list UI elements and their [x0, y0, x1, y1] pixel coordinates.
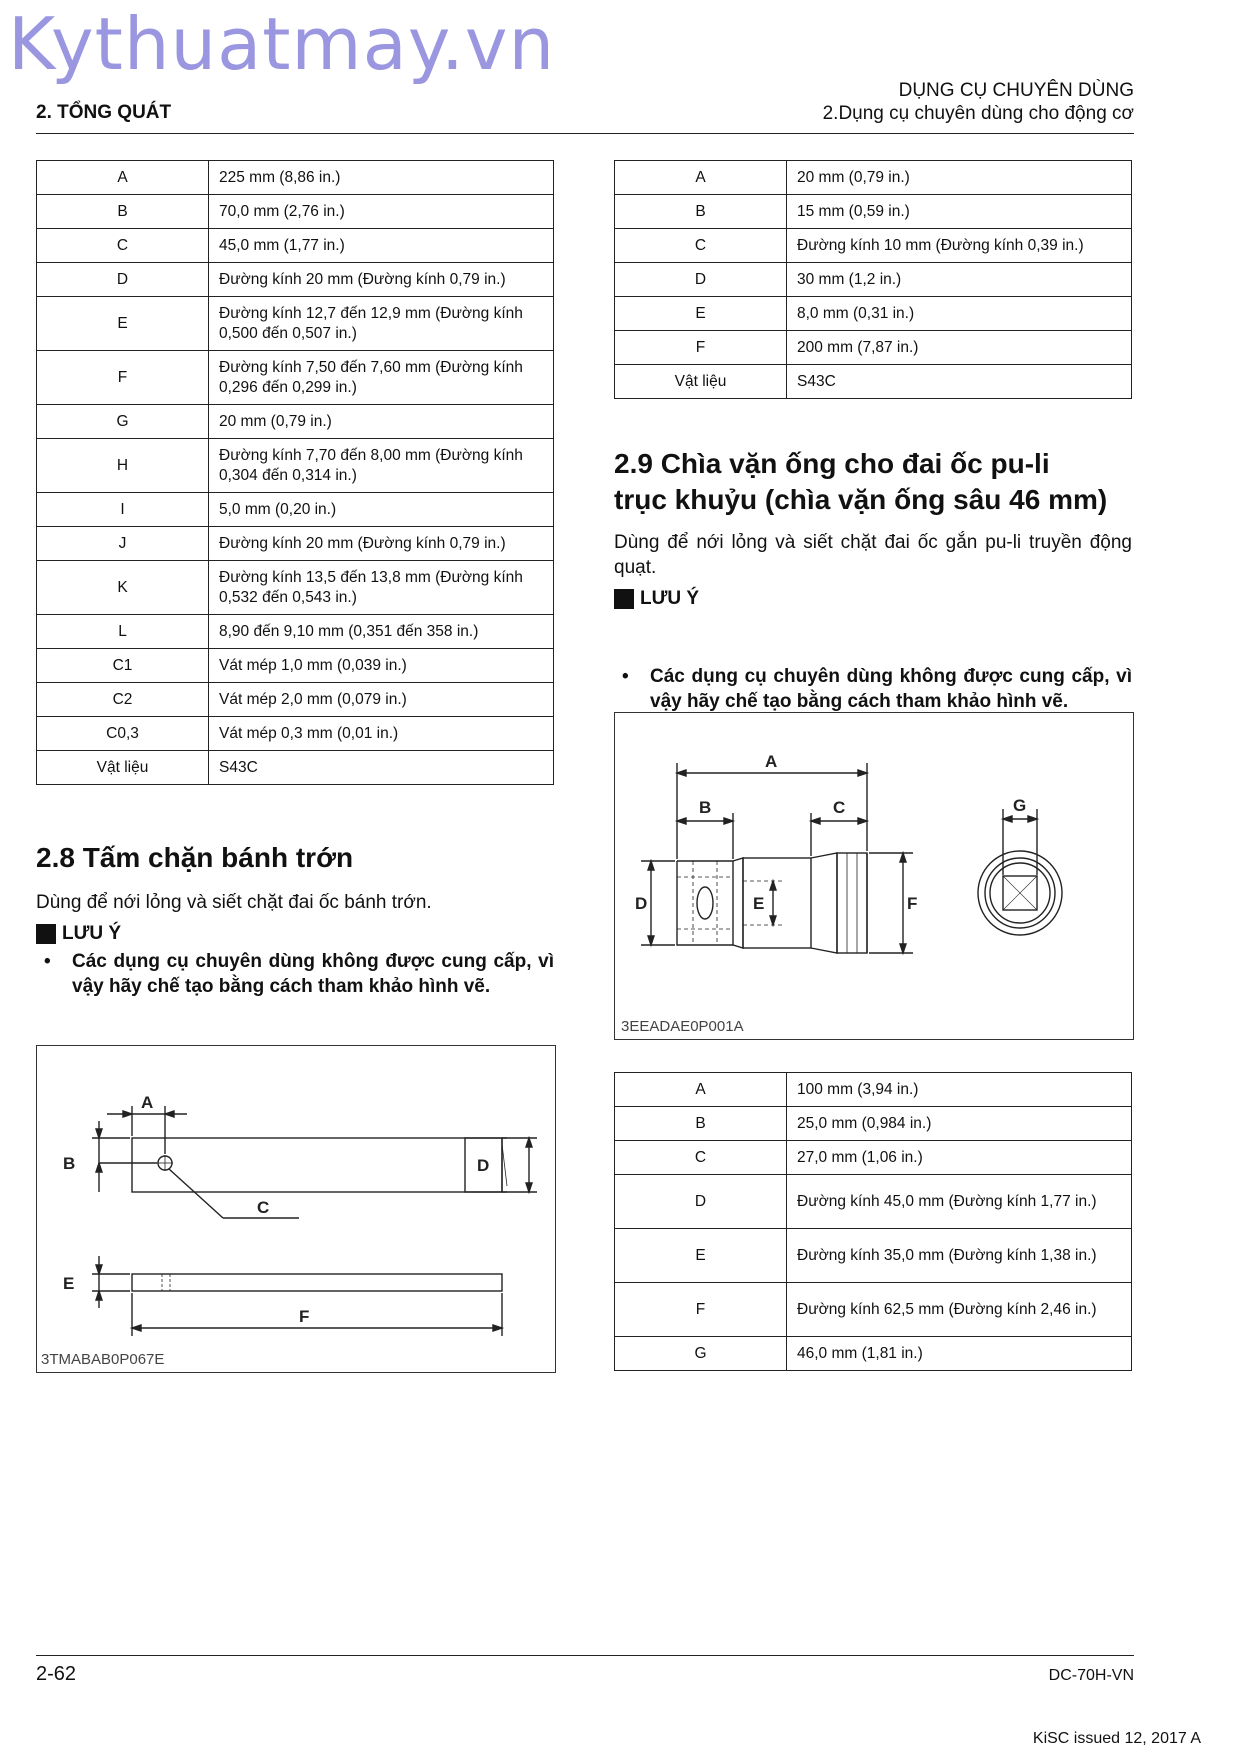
table-cell-key: A: [615, 1073, 787, 1107]
table-row: [37, 493, 554, 527]
fig1-label-d: D: [477, 1156, 490, 1175]
table-cell-value: S43C: [209, 751, 554, 785]
note-square-icon: [36, 924, 56, 944]
table-cell-key: C2: [37, 683, 209, 717]
section-2-9-bullet: [614, 664, 1132, 714]
note-label: LƯU Ý: [62, 923, 122, 944]
table-cell-key: G: [37, 405, 209, 439]
table-cell-value: 225 mm (8,86 in.): [209, 161, 554, 195]
section-2-9-title-line1: 2.9 Chìa vặn ống cho đai ốc pu-li: [614, 448, 1050, 479]
spec-table-bottom-right: [614, 1072, 1132, 1371]
table-cell-key: C0,3: [37, 717, 209, 751]
bullet-text: Các dụng cụ chuyên dùng không được cung cấp, vì vậy hãy chế tạo bằng cách tham khảo hình vẽ.: [650, 666, 1132, 712]
table-row: [37, 297, 554, 351]
fig2-label-b: B: [699, 798, 712, 817]
table-cell-key: C: [615, 229, 787, 263]
table-row: [615, 161, 1132, 195]
table-cell-value: Đường kính 35,0 mm (Đường kính 1,38 in.): [787, 1229, 1132, 1283]
fig2-label-c: C: [833, 798, 846, 817]
header-section: 2. TỔNG QUÁT: [36, 102, 172, 123]
table-cell-key: B: [37, 195, 209, 229]
bullet-text: Các dụng cụ chuyên dùng không được cung cấp, vì vậy hãy chế tạo bằng cách tham khảo hình vẽ.: [72, 951, 554, 997]
section-2-9-note: [614, 588, 699, 610]
table-cell-key: E: [615, 297, 787, 331]
table-row: [615, 1337, 1132, 1371]
table-row: [37, 751, 554, 785]
spec-table-top-right: [614, 160, 1132, 399]
table-row: [615, 1073, 1132, 1107]
table-cell-key: E: [615, 1229, 787, 1283]
table-cell-key: L: [37, 615, 209, 649]
table-row: [37, 527, 554, 561]
section-2-8-title: 2.8 Tấm chặn bánh trớn: [36, 842, 354, 873]
table-row: [37, 195, 554, 229]
table-row: [615, 1141, 1132, 1175]
table-row: [37, 351, 554, 405]
table-row: [615, 229, 1132, 263]
table-cell-value: Đường kính 20 mm (Đường kính 0,79 in.): [209, 527, 554, 561]
fig2-code: 3EEADAE0P001A: [621, 1018, 744, 1035]
table-cell-value: 200 mm (7,87 in.): [787, 331, 1132, 365]
table-cell-value: S43C: [787, 365, 1132, 399]
table-cell-key: D: [615, 1175, 787, 1229]
fig2-label-g: G: [1013, 796, 1027, 815]
document-code: DC-70H-VN: [1048, 1667, 1134, 1684]
fig1-label-e: E: [63, 1274, 75, 1293]
section-2-8-note: [36, 923, 121, 945]
section-2-8-description: Dùng để nới lỏng và siết chặt đai ốc bánh trớn.: [36, 892, 432, 913]
fig1-code: 3TMABAB0P067E: [41, 1351, 165, 1368]
table-row: [615, 297, 1132, 331]
table-row: [37, 649, 554, 683]
table-row: [615, 1283, 1132, 1337]
issue-stamp: KiSC issued 12, 2017 A: [1032, 1730, 1201, 1747]
table-cell-value: 45,0 mm (1,77 in.): [209, 229, 554, 263]
figure-flywheel-stopper: [36, 1045, 556, 1373]
table-cell-value: 5,0 mm (0,20 in.): [209, 493, 554, 527]
table-row: [615, 365, 1132, 399]
table-cell-value: 20 mm (0,79 in.): [787, 161, 1132, 195]
table-cell-value: 8,90 đến 9,10 mm (0,351 đến 358 in.): [209, 615, 554, 649]
table-cell-key: A: [615, 161, 787, 195]
table-cell-value: 25,0 mm (0,984 in.): [787, 1107, 1132, 1141]
table-cell-value: 100 mm (3,94 in.): [787, 1073, 1132, 1107]
table-cell-key: D: [37, 263, 209, 297]
fig1-label-a: A: [141, 1093, 154, 1112]
table-cell-key: Vật liệu: [615, 365, 787, 399]
table-row: [37, 405, 554, 439]
note-square-icon: [614, 589, 634, 609]
table-cell-value: Đường kính 13,5 đến 13,8 mm (Đường kính 0,532 đến 0,543 in.): [209, 561, 554, 615]
table-row: [37, 683, 554, 717]
table-cell-value: Đường kính 45,0 mm (Đường kính 1,77 in.): [787, 1175, 1132, 1229]
table-cell-value: Vát mép 1,0 mm (0,039 in.): [209, 649, 554, 683]
table-cell-key: J: [37, 527, 209, 561]
table-cell-value: Đường kính 20 mm (Đường kính 0,79 in.): [209, 263, 554, 297]
fig1-label-f: F: [299, 1307, 310, 1326]
table-cell-value: 70,0 mm (2,76 in.): [209, 195, 554, 229]
section-2-9-title-line2: trục khuỷu (chìa vặn ống sâu 46 mm): [614, 484, 1108, 515]
table-cell-key: B: [615, 195, 787, 229]
watermark: Kythuatmay.vn: [8, 2, 556, 86]
crankshaft-socket-drawing: [615, 713, 1133, 1039]
table-row: [37, 263, 554, 297]
table-cell-value: 27,0 mm (1,06 in.): [787, 1141, 1132, 1175]
table-cell-value: Đường kính 12,7 đến 12,9 mm (Đường kính 0,500 đến 0,507 in.): [209, 297, 554, 351]
fig2-label-f: F: [907, 894, 918, 913]
bullet-dot-icon: •: [44, 951, 51, 972]
table-cell-value: Vát mép 2,0 mm (0,079 in.): [209, 683, 554, 717]
header-chapter: DỤNG CỤ CHUYÊN DÙNG: [898, 80, 1134, 101]
table-row: [615, 195, 1132, 229]
fig1-label-b: B: [63, 1154, 76, 1173]
fig1-label-c: C: [257, 1198, 270, 1217]
fig2-label-d: D: [635, 894, 648, 913]
table-cell-key: C: [37, 229, 209, 263]
table-cell-key: G: [615, 1337, 787, 1371]
table-cell-key: Vật liệu: [37, 751, 209, 785]
table-row: [37, 161, 554, 195]
flywheel-stopper-drawing: [37, 1046, 555, 1372]
footer-rule: [36, 1655, 1134, 1656]
table-row: [37, 615, 554, 649]
table-cell-value: 30 mm (1,2 in.): [787, 263, 1132, 297]
table-cell-key: C: [615, 1141, 787, 1175]
table-cell-key: F: [615, 1283, 787, 1337]
table-row: [37, 439, 554, 493]
table-cell-value: 8,0 mm (0,31 in.): [787, 297, 1132, 331]
table-cell-key: F: [37, 351, 209, 405]
table-cell-value: Đường kính 10 mm (Đường kính 0,39 in.): [787, 229, 1132, 263]
bullet-dot-icon: •: [622, 666, 629, 687]
header-subchapter: 2.Dụng cụ chuyên dùng cho động cơ: [822, 103, 1134, 124]
table-row: [615, 1175, 1132, 1229]
table-cell-value: Đường kính 7,50 đến 7,60 mm (Đường kính 0,296 đến 0,299 in.): [209, 351, 554, 405]
table-cell-value: 46,0 mm (1,81 in.): [787, 1337, 1132, 1371]
table-cell-value: Đường kính 7,70 đến 8,00 mm (Đường kính 0,304 đến 0,314 in.): [209, 439, 554, 493]
table-cell-key: A: [37, 161, 209, 195]
table-cell-key: C1: [37, 649, 209, 683]
table-cell-key: K: [37, 561, 209, 615]
table-cell-key: D: [615, 263, 787, 297]
fig2-label-e: E: [753, 894, 765, 913]
table-row: [615, 1229, 1132, 1283]
table-cell-value: 20 mm (0,79 in.): [209, 405, 554, 439]
spec-table-top-left: [36, 160, 554, 785]
table-cell-value: Vát mép 0,3 mm (0,01 in.): [209, 717, 554, 751]
table-cell-key: I: [37, 493, 209, 527]
table-row: [615, 331, 1132, 365]
page-number: 2-62: [36, 1663, 77, 1685]
table-row: [37, 229, 554, 263]
table-row: [37, 717, 554, 751]
table-cell-key: B: [615, 1107, 787, 1141]
table-cell-key: H: [37, 439, 209, 493]
header-rule: [36, 133, 1134, 134]
figure-crankshaft-socket: [614, 712, 1134, 1040]
note-label: LƯU Ý: [640, 588, 700, 609]
table-cell-value: Đường kính 62,5 mm (Đường kính 2,46 in.): [787, 1283, 1132, 1337]
table-cell-key: F: [615, 331, 787, 365]
table-cell-value: 15 mm (0,59 in.): [787, 195, 1132, 229]
section-2-9-description: Dùng để nới lỏng và siết chặt đai ốc gắn pu-li truyền động quạt.: [614, 532, 1132, 578]
table-row: [37, 561, 554, 615]
table-row: [615, 1107, 1132, 1141]
fig2-label-a: A: [765, 752, 778, 771]
section-2-8-bullet: [36, 949, 554, 999]
table-cell-key: E: [37, 297, 209, 351]
table-row: [615, 263, 1132, 297]
